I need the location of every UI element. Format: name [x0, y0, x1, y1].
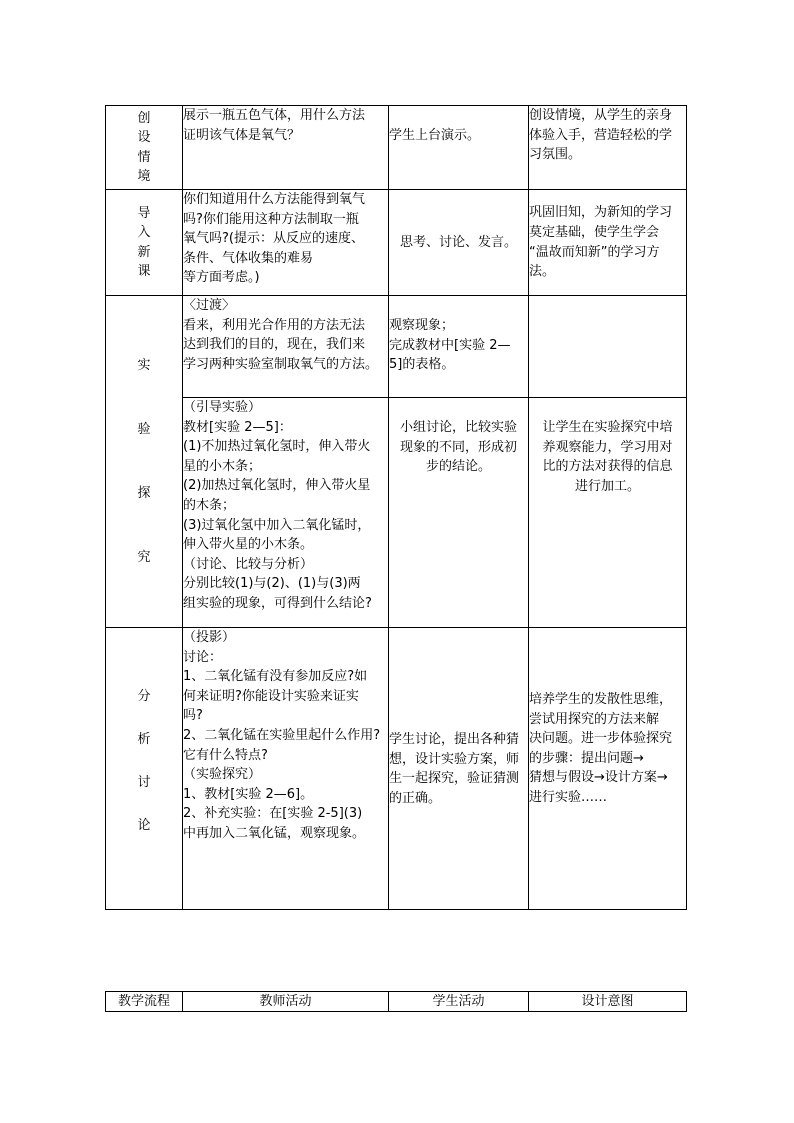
teacher-activity-cell — [183, 628, 389, 910]
text-line: 思考、讨论、发言。 — [399, 234, 517, 250]
lesson-plan-table — [105, 105, 687, 910]
stage-char: 验 — [137, 421, 151, 437]
header-row-table — [105, 991, 687, 1012]
text-line: 吗? — [183, 708, 203, 724]
table-row — [106, 106, 687, 190]
text-line: 1、二氧化锰有没有参加反应?如 — [183, 669, 368, 685]
stage-cell — [106, 296, 183, 628]
text-line: 步的结论。 — [425, 459, 491, 475]
text-line: 等方面考虑。) — [183, 270, 260, 286]
text-line: 它有什么特点? — [183, 747, 268, 763]
table-row — [106, 628, 687, 910]
text-line: 你们知道用什么方法能得到氧气 — [183, 192, 366, 207]
stage-char: 创 — [137, 110, 151, 126]
text-line: 讨论： — [183, 649, 223, 665]
stage-cell — [106, 628, 183, 910]
text-line: 学生上台演示。 — [389, 128, 481, 143]
text-line: 现象的不同，形成初 — [399, 439, 517, 455]
stage-cell — [106, 190, 183, 296]
stage-char: 入 — [137, 225, 151, 240]
text-line: 的正确。 — [389, 790, 442, 806]
column-header-intent: 设计意图 — [529, 992, 687, 1012]
text-line: 巩固旧知，为新知的学习 — [529, 205, 673, 221]
text-line: 法。 — [529, 264, 556, 280]
text-line: 中再加入二氧化锰，观察现象。 — [183, 825, 366, 841]
stage-char: 设 — [137, 130, 151, 145]
stage-char: 论 — [137, 817, 151, 833]
text-line: 吗?你们能用这种方法制取一瓶 — [183, 211, 359, 227]
text-line: 条件、气体收集的难易 — [183, 250, 314, 266]
text-line: 尝试用探究的方法来解 — [529, 711, 660, 727]
teacher-activity-cell — [183, 190, 389, 296]
teacher-activity-cell — [183, 398, 389, 628]
text-line: 决问题。进一步体验探究 — [529, 731, 673, 747]
text-line: (1)不加热过氧化氢时，伸入带火 — [183, 439, 371, 455]
text-line: 教材[实验 2—5]： — [183, 419, 292, 435]
text-line: 组实验的现象，可得到什么结论? — [183, 595, 372, 611]
text-line: 让学生在实验探究中培 — [542, 420, 673, 435]
student-activity-cell — [389, 296, 529, 398]
text-line: “温故而知新”的学习方 — [529, 244, 660, 260]
text-line: （实验探究） — [183, 767, 262, 783]
text-line: 进行实验…… — [529, 789, 608, 805]
table-row — [106, 398, 687, 628]
table-row — [106, 190, 687, 296]
text-line: 体验入手，营造轻松的学 — [529, 127, 673, 143]
column-header-student: 学生活动 — [389, 992, 529, 1012]
design-intent-cell — [529, 190, 687, 296]
stage-char: 情 — [137, 149, 151, 165]
teacher-activity-cell — [183, 106, 389, 190]
text-line: 小组讨论，比较实验 — [399, 420, 517, 435]
student-activity-cell — [389, 398, 529, 628]
design-intent-cell — [529, 628, 687, 910]
text-line: 2、二氧化锰在实验里起什么作用? — [183, 727, 381, 743]
text-line: 创设情境，从学生的亲身 — [529, 108, 673, 123]
text-line: 证明该气体是氧气？ — [183, 127, 301, 143]
text-line: 分别比较(1)与(2)、(1)与(3)两 — [183, 576, 361, 592]
text-line: (3)过氧化氢中加入二氧化锰时， — [183, 517, 371, 533]
text-line: 养观察能力，学习用对 — [542, 439, 673, 455]
text-line: 看来，利用光合作用的方法无法 — [183, 317, 366, 333]
text-line: 观察现象； — [389, 318, 455, 333]
text-line: 何来证明?你能设计实验来证实 — [183, 688, 359, 704]
text-line: 2、补充实验：在[实验 2-5](3) — [183, 806, 363, 822]
student-activity-cell — [389, 190, 529, 296]
column-header-teacher: 教师活动 — [183, 992, 389, 1012]
text-line: 习氛围。 — [529, 147, 582, 163]
stage-char: 实 — [137, 357, 151, 373]
text-line: 猜想与假设→设计方案→ — [529, 770, 668, 786]
stage-char: 分 — [137, 688, 151, 704]
table-row — [106, 992, 687, 1012]
table-row — [106, 296, 687, 398]
text-line: 伸入带火星的小木条。 — [183, 537, 314, 553]
text-line: 生一起探究，验证猜测 — [389, 771, 520, 787]
student-activity-cell — [389, 106, 529, 190]
stage-char: 新 — [137, 244, 151, 260]
text-line: 莫定基础，使学生学会 — [529, 224, 660, 240]
student-activity-cell — [389, 628, 529, 910]
stage-cell — [106, 106, 183, 190]
design-intent-cell — [529, 296, 687, 398]
text-line: 1、教材[实验 2—6]。 — [183, 786, 314, 802]
text-line: 达到我们的目的，现在，我们来 — [183, 337, 366, 353]
text-line: （投影） — [183, 630, 236, 645]
design-intent-cell — [529, 106, 687, 190]
text-line: 培养学生的发散性思维， — [529, 692, 673, 707]
text-line: 比的方法对获得的信息 — [542, 459, 673, 475]
text-line: 氧气吗?(提示：从反应的速度、 — [183, 231, 364, 247]
text-line: 进行加工。 — [574, 478, 640, 494]
stage-char: 导 — [137, 205, 151, 221]
text-line: 的步骤：提出问题→ — [529, 750, 644, 766]
stage-char: 析 — [137, 731, 151, 747]
teacher-activity-cell — [183, 296, 389, 398]
stage-char: 讨 — [137, 774, 151, 790]
text-line: 星的小木条； — [183, 458, 262, 474]
stage-char: 探 — [137, 485, 151, 501]
text-line: 学生讨论，提出各种猜 — [389, 732, 520, 747]
text-line: (2)加热过氧化氢时，伸入带火星 — [183, 478, 371, 494]
text-line: 的木条； — [183, 497, 236, 513]
design-intent-cell — [529, 398, 687, 628]
text-line: 〈过渡〉 — [183, 298, 236, 313]
column-header-flow: 教学流程 — [106, 992, 183, 1012]
text-line: 学习两种实验室制取氧气的方法。 — [183, 356, 379, 372]
text-line: （讨论、比较与分析） — [183, 556, 314, 572]
text-line: 展示一瓶五色气体，用什么方法 — [183, 108, 366, 123]
stage-char: 课 — [137, 264, 151, 279]
text-line: 完成教材中[实验 2— — [389, 337, 511, 353]
stage-char: 究 — [137, 549, 151, 565]
text-line: 5]的表格。 — [389, 357, 455, 373]
text-line: （引导实验） — [183, 400, 262, 415]
stage-char: 境 — [137, 169, 151, 184]
text-line: 想，设计实验方案，师 — [389, 751, 520, 767]
